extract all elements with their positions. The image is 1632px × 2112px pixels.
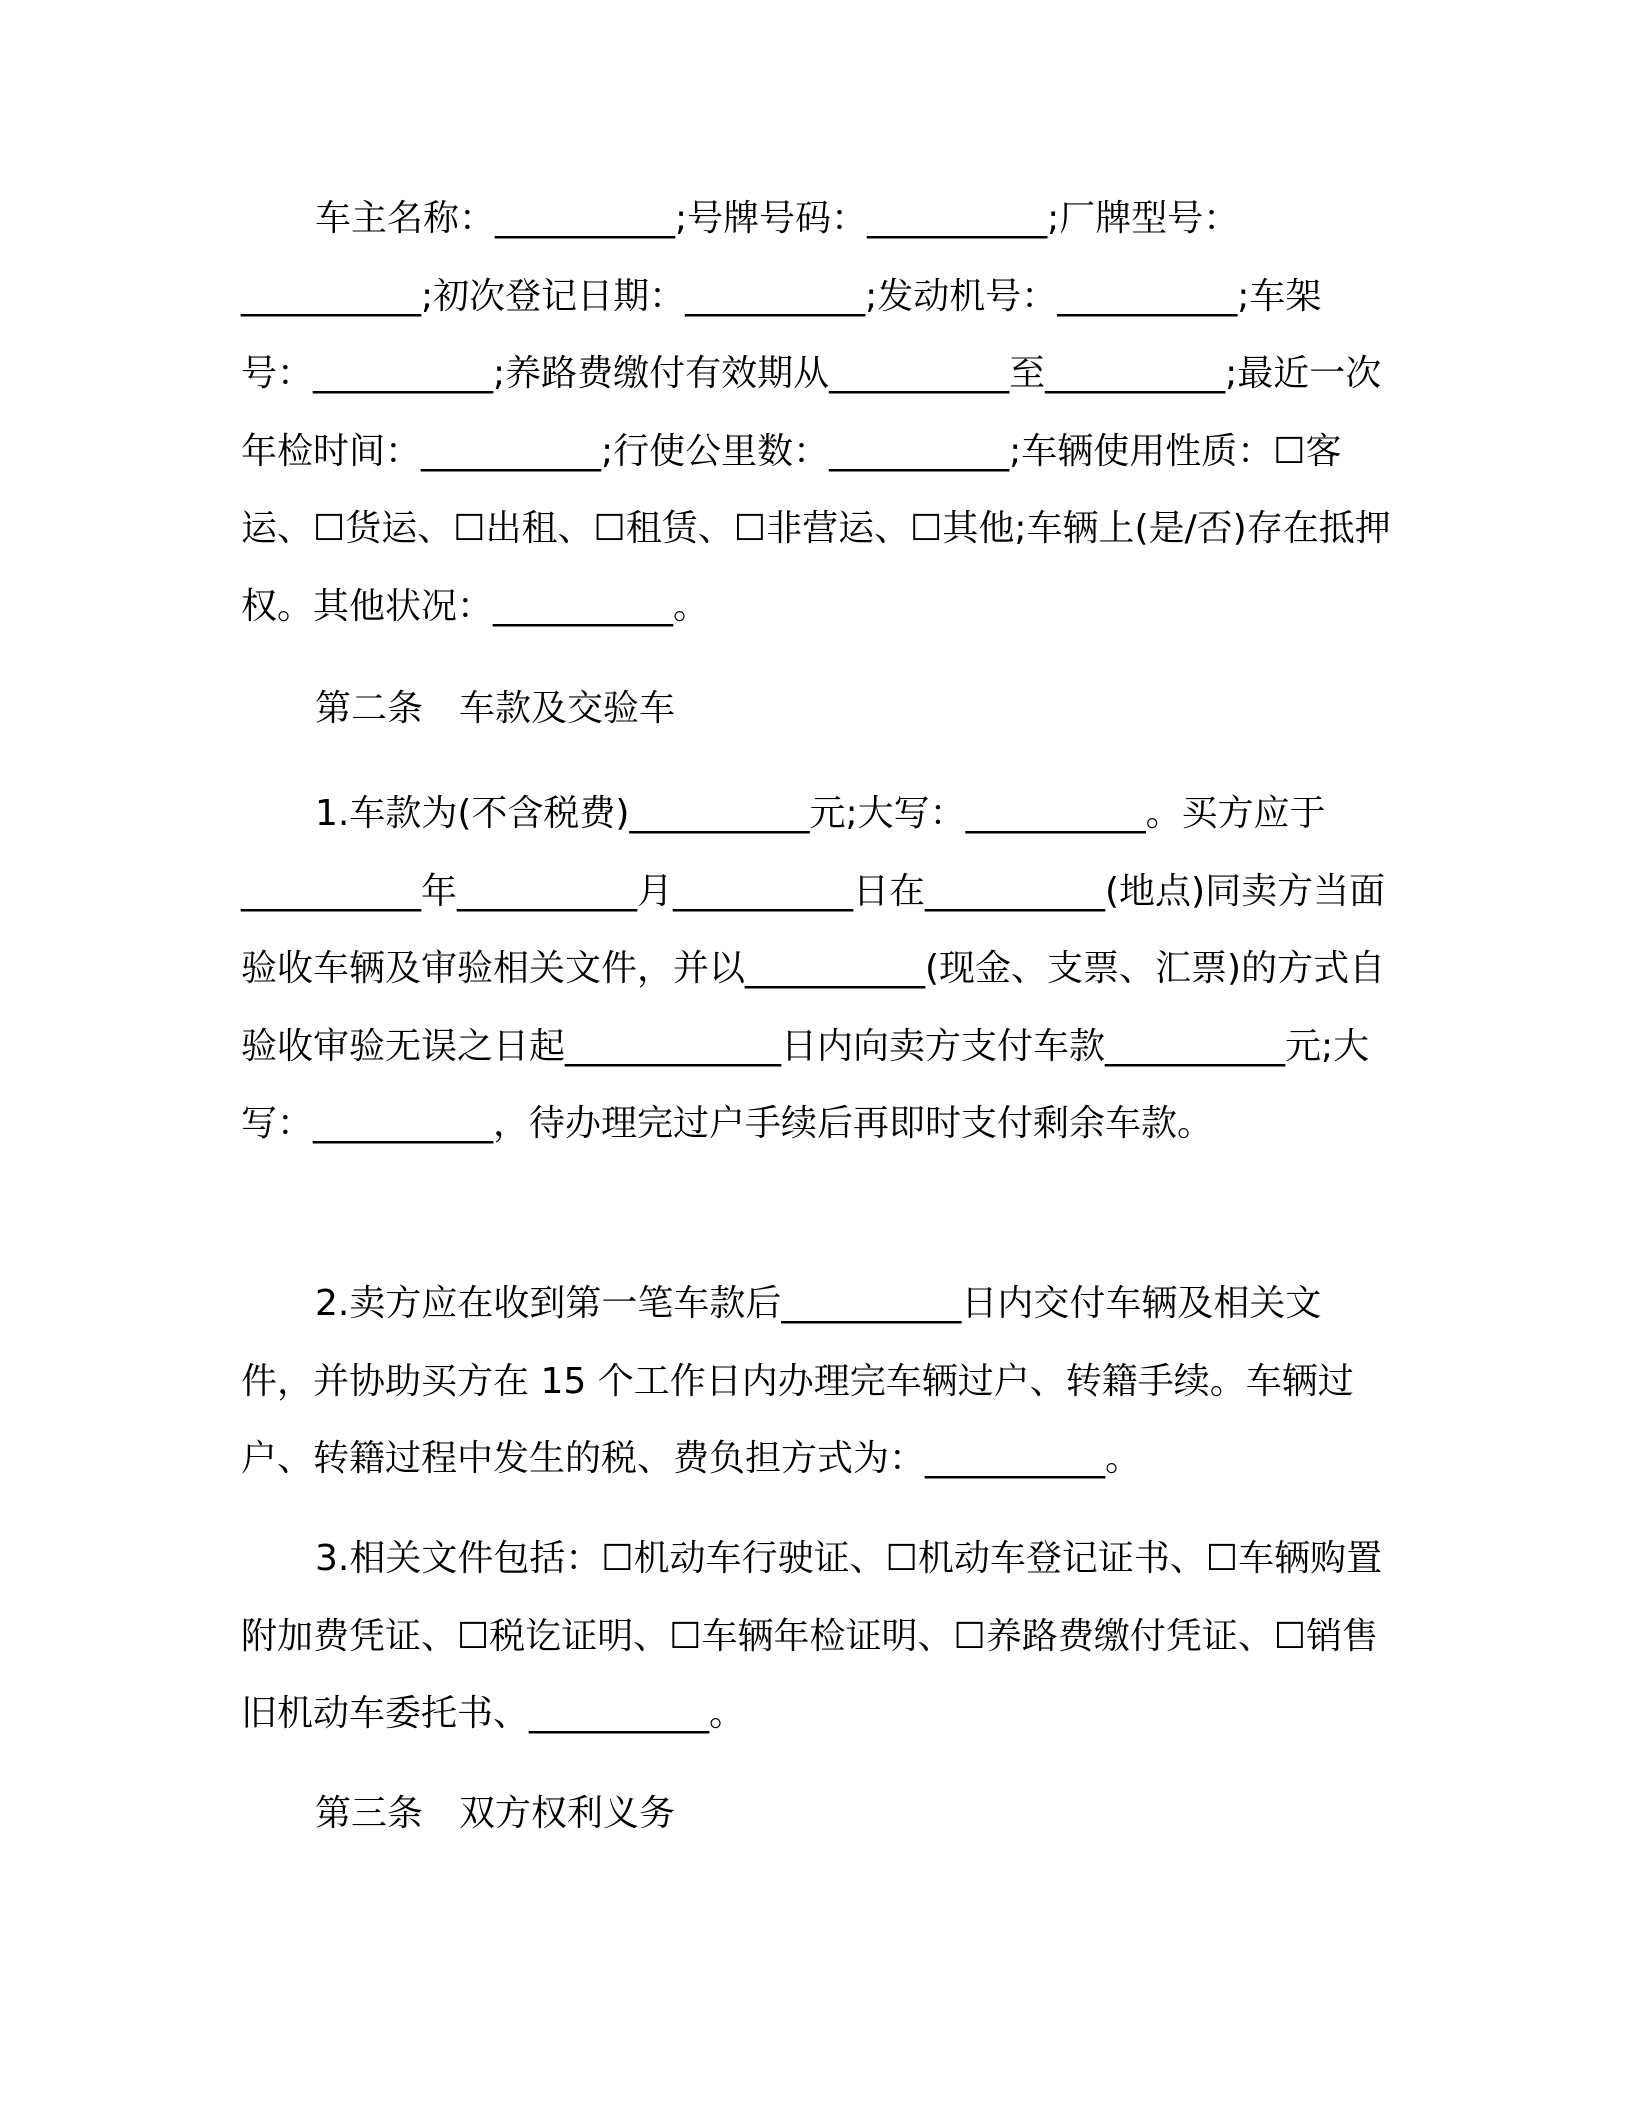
article-2-heading: 第二条 车款及交验车 — [315, 688, 676, 729]
clause-2-3-paragraph: 3.相关文件包括：☐机动车行驶证、☐机动车登记证书、☐车辆购置附加费凭证、☐税讫证明、☐车辆年检证明、☐养路费缴付凭证、☐销售旧机动车委托书、__________。 — [241, 1538, 1383, 1734]
clause-2-1-paragraph: 1.车款为(不含税费)__________元;大写：__________。买方应于__________年__________月__________日在__________(地点)同卖方当面验收车辆及审验相关文件，并以__________(现金、支票、汇票)的方式自验收审验无误之日起____________日内向卖方支付车款__________元;大写：__________，待办理完过户手续后再即时支付剩余车款。 — [241, 793, 1386, 1144]
article-3-heading: 第三条 双方权利义务 — [315, 1793, 676, 1834]
vehicle-info-paragraph: 车主名称：__________;号牌号码：__________;厂牌型号：__________;初次登记日期：__________;发动机号：__________;车架号：__________;养路费缴付有效期从__________至__________;最近一次年检时间：__________;行使公里数：__________;车辆使用性质：☐客运、☐货运、☐出租、☐租赁、☐非营运、☐其他;车辆上(是/否)存在抵押权。其他状况：__________。 — [241, 198, 1391, 627]
clause-2-2-paragraph: 2.卖方应在收到第一笔车款后__________日内交付车辆及相关文件，并协助买方在 15 个工作日内办理完车辆过户、转籍手续。车辆过户、转籍过程中发生的税、费负担方式为：__________。 — [241, 1283, 1354, 1479]
